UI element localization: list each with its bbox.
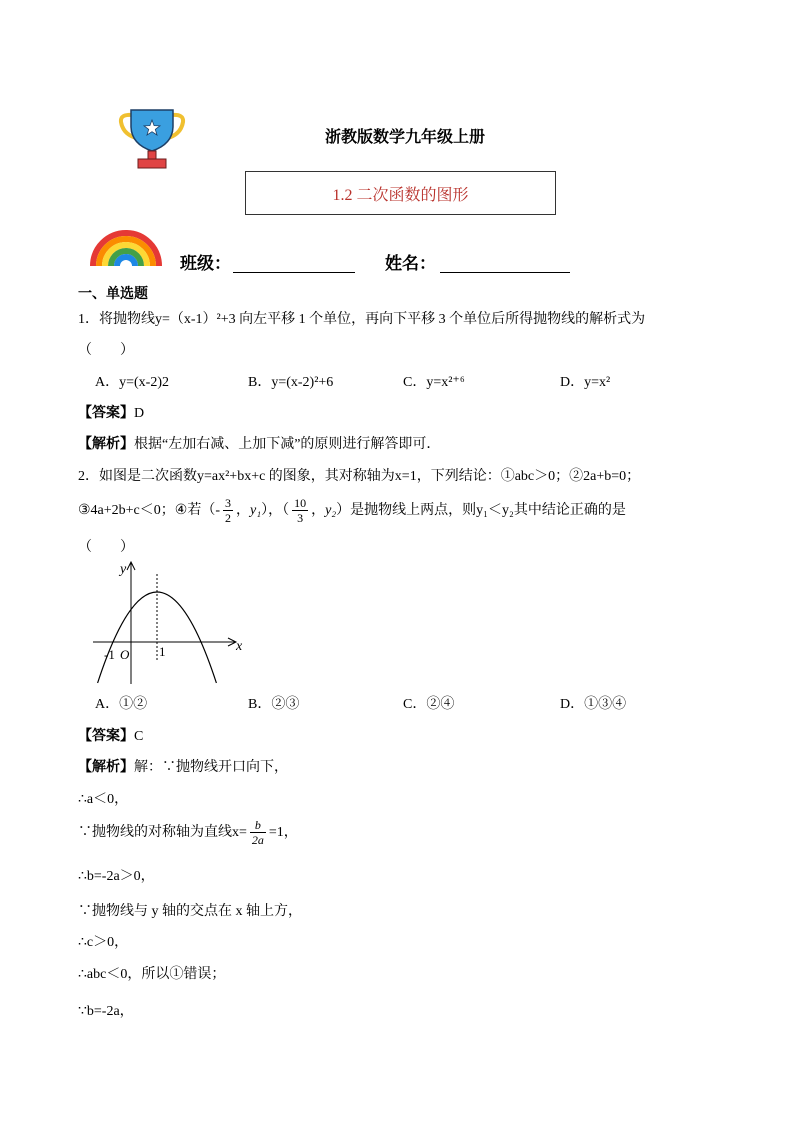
name-label: 姓名： — [385, 254, 436, 273]
q2-text-part: ），（ — [261, 503, 290, 518]
name-blank — [440, 271, 570, 273]
parabola-graph — [88, 558, 250, 686]
fraction-numerator: b — [250, 818, 266, 833]
section-heading: 一、单选题 — [78, 287, 148, 302]
q2-option-b: B．②③ — [248, 697, 300, 712]
analysis-text: ∵抛物线的对称轴为直线x= — [78, 825, 247, 840]
q1-option-c: C．y=x²⁺⁶ — [403, 375, 465, 390]
q1-analysis — [78, 435, 440, 455]
q2-text-part: ③4a+2b+c＜0；④若（- — [78, 503, 220, 518]
q2-text-part: ， — [235, 503, 250, 518]
answer-label: 【答案】 — [78, 729, 134, 744]
answer-value: C — [134, 729, 144, 744]
q2-stem-line1: 2．如图是二次函数y=ax²+bx+c 的图象，其对称轴为x=1，下列结论：①abc＞0；②2a+b=0； — [78, 469, 641, 484]
fraction-ten-thirds — [292, 496, 308, 525]
fraction-denominator: 3 — [297, 511, 304, 526]
q2-blank: （ ） — [78, 540, 134, 555]
q2-option-c: C．②④ — [403, 697, 455, 712]
q2-analysis-step-1: ∴a＜0， — [78, 792, 129, 807]
fraction-denominator: 2 — [224, 511, 231, 526]
q2-analysis-step-5: ∴c＞0， — [78, 935, 129, 950]
q2-analysis-step-4: ∵抛物线与 y 轴的交点在 x 轴上方， — [78, 904, 302, 919]
y1-variable: y₁ — [249, 503, 262, 518]
q2-analysis-step-6: ∴abc＜0，所以①错误； — [78, 967, 226, 982]
parabola-curve — [98, 592, 217, 683]
rainbow-icon — [88, 226, 164, 268]
q2-option-a: A．①② — [95, 697, 148, 712]
q1-stem: 1．将抛物线y=（x-1）²+3 向左平移 1 个单位，再向下平移 3 个单位后所得抛物线的解析式为 — [78, 312, 646, 327]
y-axis-label: y — [120, 562, 127, 577]
q1-blank: （ ） — [78, 343, 134, 358]
x-axis-label: x — [236, 639, 243, 654]
fraction-numerator: 10 — [294, 496, 307, 511]
class-label: 班级： — [180, 254, 231, 273]
q1-option-d: D．y=x² — [560, 375, 611, 390]
analysis-label: 【解析】 — [78, 760, 134, 775]
q2-analysis-step-3: ∴b=-2a＞0， — [78, 869, 155, 884]
q2-analysis-step-2 — [78, 816, 298, 850]
q2-stem-line2 — [78, 496, 626, 526]
tick-label-one: 1 — [159, 644, 166, 659]
q1-answer — [78, 404, 144, 424]
answer-label: 【答案】 — [78, 406, 134, 421]
q2-analysis-step-0 — [78, 758, 288, 778]
analysis-label: 【解析】 — [78, 437, 134, 452]
analysis-text: =1， — [268, 825, 298, 840]
lesson-title: 1.2 二次函数的图形 — [332, 186, 469, 204]
origin-label: O — [120, 647, 130, 662]
q1-option-b: B．y=(x-2)²+6 — [248, 375, 334, 390]
class-blank — [233, 271, 355, 273]
q2-option-d: D．①③④ — [560, 697, 627, 712]
answer-value: D — [134, 406, 145, 421]
q1-option-a: A．y=(x-2)2 — [95, 375, 169, 390]
analysis-text: 解：∵抛物线开口向下， — [134, 760, 288, 775]
fraction-denominator: 2a — [251, 833, 264, 848]
worksheet-title: 浙教版数学九年级上册 — [324, 129, 485, 146]
tick-label-minus-one: -1 — [104, 647, 115, 662]
y2-variable: y₂ — [325, 503, 337, 518]
q2-analysis-step-7: ∵b=-2a， — [78, 1004, 134, 1019]
trophy-icon — [118, 106, 188, 170]
fraction-numerator: 3 — [224, 496, 231, 511]
q2-text-part: ， — [311, 503, 326, 518]
fraction-b-over-2a — [250, 818, 266, 847]
fraction-three-halves — [223, 496, 233, 525]
q2-text-part: ）是抛物线上两点，则y₁＜y₂其中结论正确的是 — [336, 503, 626, 518]
q2-answer — [78, 727, 143, 747]
analysis-text: 根据“左加右减、上加下减”的原则进行解答即可． — [134, 437, 441, 452]
lesson-title-box — [245, 171, 556, 215]
